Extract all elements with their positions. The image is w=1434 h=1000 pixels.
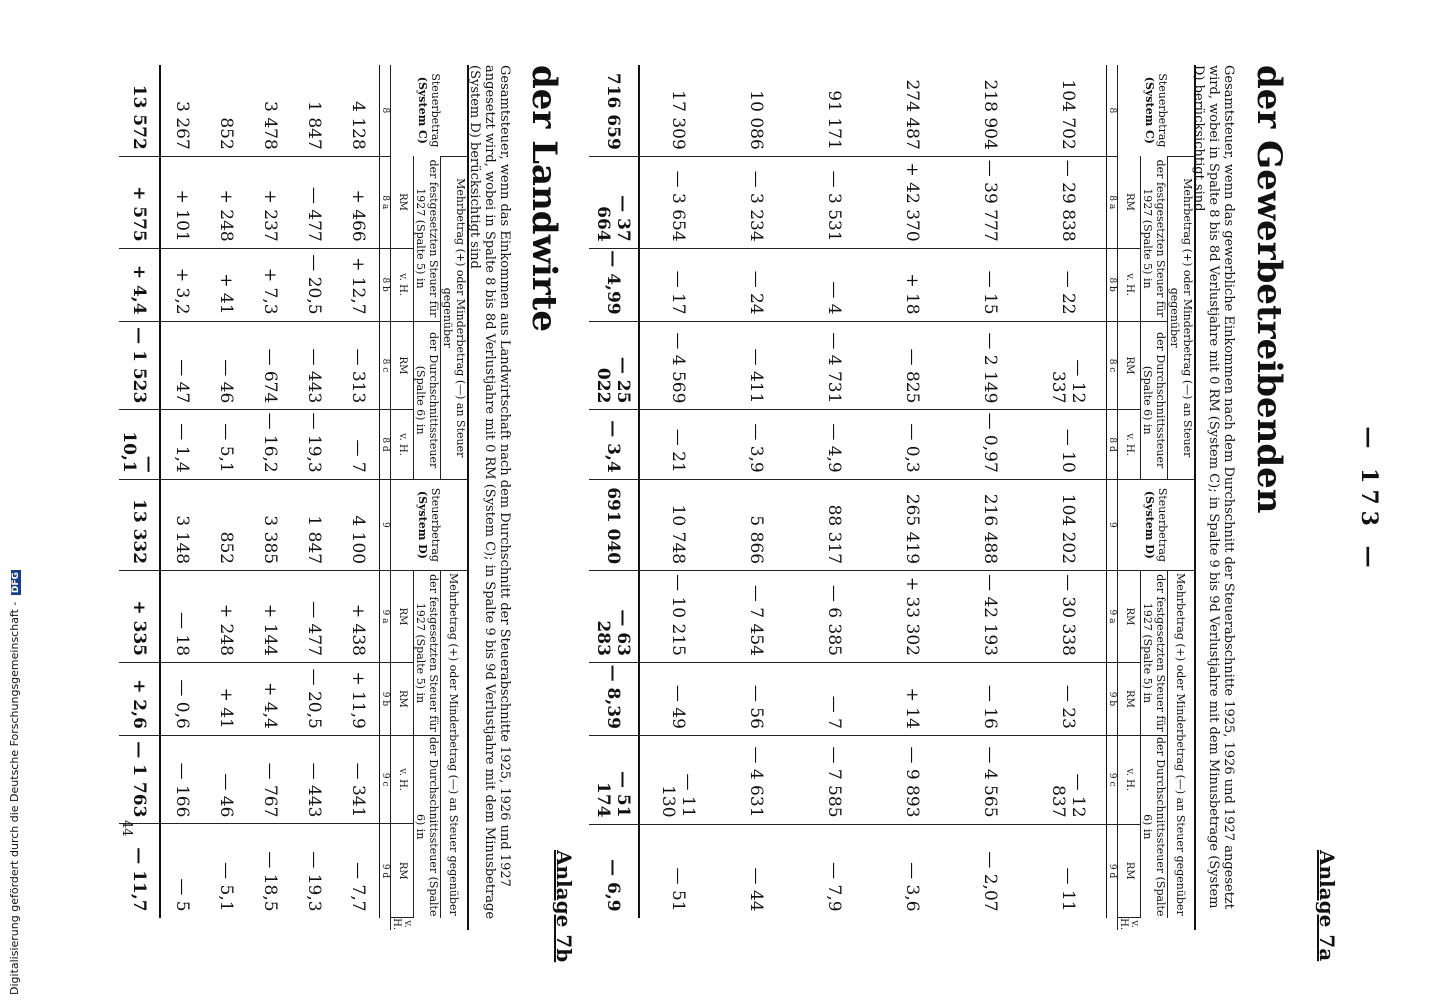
- festgesetzt-d-header: der festgesetzten Steuer für 1927 (Spalte 5) in: [1141, 571, 1168, 736]
- durchschnitt-c-header: der Durchschnittssteuer (Spalte 6) in: [1141, 321, 1168, 479]
- table-cell: — 7: [795, 662, 873, 735]
- table-cell: — 16: [951, 662, 1029, 735]
- table-row: [951, 65, 1029, 930]
- table-cell: — 3 234: [717, 156, 795, 248]
- table-cell: — 7,7: [336, 824, 380, 918]
- table-cell: 3 478: [260, 101, 280, 150]
- table-cell: — 3 654: [639, 156, 717, 248]
- table-cell: — 39 777: [951, 156, 1029, 248]
- table-cell: 17 309: [668, 90, 689, 150]
- total-cell: — 1 523: [119, 321, 160, 410]
- table-cell: 5 866: [717, 479, 795, 570]
- column-number: 8 b: [380, 248, 391, 321]
- total-cell: + 4,4: [119, 248, 160, 321]
- total-cell: 13 572: [119, 65, 160, 156]
- table-cell: + 3,2: [160, 248, 204, 321]
- table-cell: 10 748: [639, 479, 717, 570]
- durchschnitt-d-header: der Durchschnittssteuer (Spalte 6) in: [1141, 737, 1167, 917]
- table-7a: [589, 65, 1196, 930]
- total-cell: — 11,7: [119, 824, 160, 918]
- table-cell: 265 419: [873, 479, 951, 570]
- table-cell: — 46: [204, 321, 248, 410]
- total-cell: + 575: [119, 156, 160, 248]
- column-number: 8 b: [1107, 248, 1118, 321]
- total-row: [589, 65, 639, 930]
- table-cell: — 18: [160, 571, 204, 663]
- column-number: 9: [380, 479, 391, 570]
- unit-header: RM: [391, 824, 414, 918]
- total-cell: + 2,6: [119, 663, 160, 736]
- table-cell: — 411: [717, 321, 795, 410]
- total-cell: — 37 664: [589, 156, 639, 248]
- column-number: 8 c: [380, 321, 391, 410]
- table-cell: + 144: [248, 571, 292, 663]
- column-number: 8 d: [380, 410, 391, 479]
- table-7b: [119, 65, 469, 930]
- table-cell: + 7,3: [248, 248, 292, 321]
- table-cell: — 30 338: [1029, 571, 1107, 663]
- table-cell: — 4 569: [639, 321, 717, 410]
- table-cell: — 18,5: [248, 824, 292, 918]
- column-number: 8 a: [1107, 156, 1118, 248]
- table-cell: 4 100: [336, 479, 380, 570]
- table-cell: — 0,3: [873, 410, 951, 479]
- unit-header: RM: [391, 321, 414, 410]
- dfg-logo: DFG: [11, 572, 21, 594]
- table-cell: — 42 193: [951, 571, 1029, 663]
- unit-header: v. H.: [391, 918, 414, 930]
- table-row: [248, 65, 292, 930]
- table-cell: — 3,9: [717, 410, 795, 479]
- table-cell: + 14: [873, 662, 951, 735]
- table-cell: — 477: [292, 571, 336, 663]
- total-row: [119, 65, 160, 930]
- section-title-7b: der Landwirte: [524, 65, 564, 333]
- total-cell: 716 659: [589, 65, 639, 156]
- unit-header: v. H.: [1118, 918, 1141, 930]
- table-cell: — 19,3: [292, 824, 336, 918]
- unit-header: v. H.: [391, 248, 414, 321]
- unit-header: RM: [1118, 321, 1141, 410]
- anlage-7b-label: Anlage 7b: [552, 850, 576, 963]
- table-cell: + 12,7: [336, 248, 380, 321]
- table-cell: + 248: [204, 156, 248, 248]
- table-cell: — 4 565: [951, 735, 1029, 824]
- mehrbetrag-c-header: Mehrbetrag (+) oder Minderbetrag (—) an Steuer gegenüber: [441, 156, 469, 479]
- table-cell: — 7 585: [795, 735, 873, 824]
- durchschnitt-c-header: der Durchschnittssteuer (Spalte 6) in: [414, 321, 441, 479]
- table-cell: 218 904: [980, 79, 1000, 150]
- table-cell: — 4 731: [795, 321, 873, 410]
- column-number: 9: [1107, 479, 1118, 570]
- column-number: 9 c: [1107, 735, 1118, 824]
- table-cell: 1 847: [304, 101, 324, 150]
- table-cell: — 24: [717, 248, 795, 321]
- total-cell: — 25 022: [589, 321, 639, 410]
- table-cell: 3 148: [160, 479, 204, 570]
- table-cell: + 41: [204, 663, 248, 736]
- table-row: [795, 65, 873, 930]
- table-cell: 91 171: [824, 90, 844, 150]
- table-row: [160, 65, 204, 930]
- table-cell: — 2 149: [951, 321, 1029, 410]
- festgesetzt-c-header: der festgesetzten Steuer für 1927 (Spalte 5) in: [414, 156, 441, 321]
- table-cell: 852: [204, 479, 248, 570]
- table-cell: — 4: [795, 248, 873, 321]
- table-cell: — 10: [1029, 410, 1107, 479]
- table-cell: — 477: [292, 156, 336, 248]
- mehrbetrag-d-header: Mehrbetrag (+) oder Minderbetrag (—) an Steuer gegenüber: [1168, 571, 1196, 918]
- unit-header: v. H.: [1118, 248, 1141, 321]
- table-cell: — 825: [873, 321, 951, 410]
- table-cell: — 9 893: [873, 735, 951, 824]
- table-cell: — 23: [1029, 662, 1107, 735]
- total-cell: — 8,39: [589, 662, 639, 735]
- unit-header: v. H.: [1118, 410, 1141, 479]
- digitization-sidebar: [8, 572, 22, 995]
- table-cell: 1 847: [292, 479, 336, 570]
- table-cell: — 341: [336, 735, 380, 824]
- table-cell: — 6 385: [795, 571, 873, 663]
- table-cell: — 5,1: [204, 824, 248, 918]
- table-cell: — 16,2: [248, 410, 292, 479]
- table-cell: — 4 631: [717, 735, 795, 824]
- column-number: 8: [380, 65, 391, 156]
- table-cell: — 674: [248, 321, 292, 410]
- table-cell: 4 128: [347, 101, 368, 150]
- table-cell: — 21: [639, 410, 717, 479]
- table-cell: — 51: [639, 824, 717, 918]
- steuerbetrag-c-header: Steuerbetrag (System C): [391, 65, 468, 156]
- table-cell: + 41: [204, 248, 248, 321]
- unit-header: RM: [391, 663, 414, 736]
- total-cell: — 10,1: [119, 410, 160, 479]
- total-cell: — 1 763: [119, 735, 160, 824]
- column-number: 9 b: [380, 663, 391, 736]
- table-cell: — 7 454: [717, 571, 795, 663]
- unit-header: RM: [391, 571, 414, 663]
- table-cell: — 49: [639, 662, 717, 735]
- durchschnitt-d-header: der Durchschnittssteuer (Spalte 6) in: [414, 736, 440, 917]
- table-cell: + 237: [248, 156, 292, 248]
- table-cell: + 101: [160, 156, 204, 248]
- table-row: [639, 65, 717, 930]
- table-cell: 852: [216, 117, 236, 150]
- table-row: [292, 65, 336, 930]
- table-cell: + 248: [204, 571, 248, 663]
- column-number: 8 d: [1107, 410, 1118, 479]
- column-number: 9 c: [380, 735, 391, 824]
- steuerbetrag-c-header: Steuerbetrag (System C): [1118, 65, 1195, 156]
- table-cell: — 1,4: [160, 410, 204, 479]
- table-cell: — 0,97: [951, 410, 1029, 479]
- section-description-7a: Gesamtsteuer, wenn das gewerbliche Einkommen nach dem Durchschnitt der Steuerabschnitte 1925, 1926 und 1927 angesetzt wird, wobei in Spalte 8 bis 8d Verlustjahre mit 0 RM (System C); in Spalte 9 bis 9d Verlustjahre mit dem Minusbetrage (System D) berücksichtigt sind: [1191, 65, 1236, 910]
- table-cell: 3 385: [248, 479, 292, 570]
- table-cell: — 22: [1029, 248, 1107, 321]
- table-cell: — 5,1: [204, 410, 248, 479]
- unit-header: RM: [391, 156, 414, 248]
- mehrbetrag-d-header: Mehrbetrag (+) oder Minderbetrag (—) an Steuer gegenüber: [441, 571, 469, 918]
- total-cell: — 51 174: [589, 735, 639, 824]
- table-cell: — 0,6: [160, 663, 204, 736]
- unit-header: RM: [1118, 571, 1141, 663]
- column-number: 9 d: [380, 824, 391, 918]
- table-cell: — 2,07: [951, 824, 1029, 918]
- table-cell: — 3 531: [795, 156, 873, 248]
- table-cell: — 313: [336, 321, 380, 410]
- table-cell: — 12 837: [1029, 735, 1107, 824]
- table-cell: — 11: [1029, 824, 1107, 918]
- unit-header: v. H.: [1118, 735, 1141, 824]
- table-cell: — 11 130: [639, 735, 717, 824]
- table-cell: 3 267: [172, 101, 193, 150]
- table-row: [1029, 65, 1107, 930]
- page-number: — 173 —: [1356, 426, 1382, 574]
- table-cell: — 443: [292, 321, 336, 410]
- table-cell: — 7: [336, 410, 380, 479]
- table-cell: + 11,9: [336, 663, 380, 736]
- table-cell: — 20,5: [292, 248, 336, 321]
- table-cell: — 767: [248, 735, 292, 824]
- steuerbetrag-d-header: Steuerbetrag (System D): [1118, 479, 1195, 570]
- table-cell: 216 488: [951, 479, 1029, 570]
- column-number: 9 a: [1107, 571, 1118, 663]
- table-cell: — 15: [951, 248, 1029, 321]
- table-cell: 274 487: [902, 79, 922, 150]
- total-cell: — 63 283: [589, 571, 639, 663]
- total-cell: + 335: [119, 571, 160, 663]
- total-cell: 691 040: [589, 479, 639, 570]
- section-description-7b: Gesamtsteuer, wenn das Einkommen aus Landwirtschaft nach dem Durchschnitt der Steuerabschnitte 1925, 1926 und 1927 angesetzt wird, wobei in Spalte 8 bis 8d Verlustjahre mit 0 RM (System C); in Spalte 9 bis 9d Verlustjahre mit dem Minusbetrage (System D) berücksichtigt sind: [467, 65, 512, 920]
- table-cell: + 33 302: [873, 571, 951, 663]
- steuerbetrag-d-header: Steuerbetrag (System D): [391, 479, 468, 570]
- digitization-note: Digitalisierung gefördert durch die Deutsche Forschungsgemeinschaft -: [8, 601, 21, 995]
- unit-header: v. H.: [391, 735, 414, 824]
- column-number: 9 b: [1107, 662, 1118, 735]
- table-cell: — 44: [717, 824, 795, 918]
- table-cell: — 3,6: [873, 824, 951, 918]
- table-cell: 104 202: [1029, 479, 1107, 570]
- unit-header: RM: [1118, 824, 1141, 918]
- table-cell: 10 086: [746, 90, 766, 150]
- table-cell: — 47: [160, 321, 204, 410]
- table-row: [873, 65, 951, 930]
- table-cell: — 12 337: [1029, 321, 1107, 410]
- column-number: 8 a: [380, 156, 391, 248]
- festgesetzt-d-header: der festgesetzten Steuer für 1927 (Spalte 5) in: [414, 571, 441, 736]
- total-cell: — 3,4: [589, 410, 639, 479]
- mehrbetrag-c-header: Mehrbetrag (+) oder Minderbetrag (—) an Steuer gegenüber: [1168, 156, 1196, 479]
- column-number: 9 a: [380, 571, 391, 663]
- unit-header: RM: [1118, 662, 1141, 735]
- table-cell: + 18: [873, 248, 951, 321]
- total-cell: — 6,9: [589, 824, 639, 918]
- table-cell: — 29 838: [1029, 156, 1107, 248]
- festgesetzt-c-header: der festgesetzten Steuer für 1927 (Spalte 5) in: [1141, 156, 1168, 321]
- table-cell: + 42 370: [873, 156, 951, 248]
- column-number: 9 d: [1107, 824, 1118, 918]
- anlage-7a-label: Anlage 7a: [1315, 850, 1339, 962]
- table-cell: — 19,3: [292, 410, 336, 479]
- table-cell: — 20,5: [292, 663, 336, 736]
- table-cell: 88 317: [795, 479, 873, 570]
- footer-page-number: 44: [119, 820, 134, 837]
- table-cell: + 4,4: [248, 663, 292, 736]
- unit-header: v. H.: [391, 410, 414, 479]
- table-cell: — 5: [160, 824, 204, 918]
- table-cell: + 438: [336, 571, 380, 663]
- table-row: [204, 65, 248, 930]
- column-number: 8: [1107, 65, 1118, 156]
- table-cell: — 443: [292, 735, 336, 824]
- table-cell: — 7,9: [795, 824, 873, 918]
- section-title-7a: der Gewerbetreibenden: [1249, 65, 1289, 514]
- table-cell: + 466: [336, 156, 380, 248]
- table-cell: — 4,9: [795, 410, 873, 479]
- table-cell: — 10 215: [639, 571, 717, 663]
- table-cell: — 17: [639, 248, 717, 321]
- table-row: [336, 65, 380, 930]
- table-cell: — 56: [717, 662, 795, 735]
- unit-header: RM: [1118, 156, 1141, 248]
- table-row: [717, 65, 795, 930]
- column-number: 8 c: [1107, 321, 1118, 410]
- table-cell: 104 702: [1057, 79, 1078, 150]
- total-cell: — 4,99: [589, 248, 639, 321]
- table-cell: — 166: [160, 735, 204, 824]
- table-cell: — 46: [204, 735, 248, 824]
- total-cell: 13 332: [119, 479, 160, 570]
